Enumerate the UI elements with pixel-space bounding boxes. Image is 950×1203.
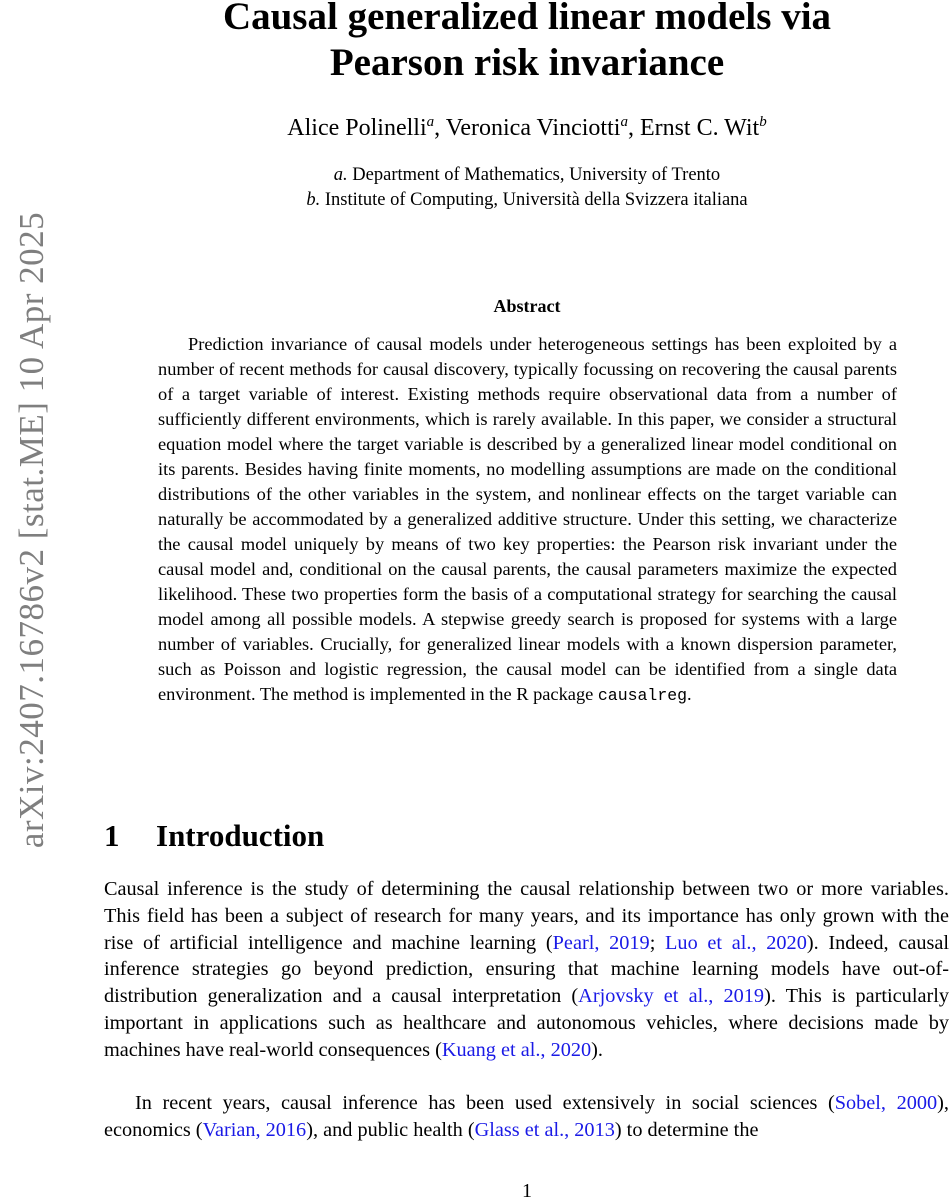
intro-paragraph-1: [104, 876, 949, 1064]
affiliation-a: [0, 165, 950, 186]
abstract-heading: Abstract: [493, 296, 561, 316]
author-name: Ernst C. Wit: [639, 115, 760, 141]
affiliation-mark: b.: [306, 190, 321, 210]
page-number: 1: [522, 1180, 532, 1202]
author-affiliation-mark: a: [620, 114, 628, 130]
intro-paragraph-2: [104, 1090, 949, 1144]
affiliation-b: [0, 190, 950, 211]
author-name: Veronica Vinciotti: [445, 115, 621, 141]
paper-title: [0, 0, 950, 86]
author-affiliation-mark: a: [426, 114, 435, 130]
author-separator: ,: [434, 115, 446, 141]
affiliation-mark: a.: [333, 165, 348, 185]
affiliation-text: Department of Mathematics, University of Trento: [347, 165, 721, 185]
citation-link[interactable]: Pearl, 2019: [552, 931, 650, 954]
package-name: causalreg: [597, 686, 688, 705]
author-name: Alice Polinelli: [287, 115, 427, 141]
citation-link[interactable]: Glass et al., 2013: [474, 1118, 615, 1141]
paragraph-text: Causal inference is the study of determining the causal relationship between two or more variables. This field has been a subject of research for many years, and its importance has only grown with the rise of artificial intelligence and machine learning (: [104, 878, 949, 954]
paragraph-text: ), economics (: [104, 1092, 949, 1141]
paragraph-text: ). Indeed, causal inference strategies go beyond prediction, ensuring that machine learning models have out-of-distribution generalization and a causal interpretation (: [104, 931, 950, 1008]
abstract-end: .: [687, 684, 692, 704]
affiliation-text: Institute of Computing, Università della Svizzera italiana: [320, 190, 748, 210]
title-line-2: Pearson risk invariance: [329, 41, 725, 84]
citation-link[interactable]: Sobel, 2000: [834, 1092, 938, 1114]
arxiv-identifier: arXiv:2407.16786v2 [stat.ME] 10 Apr 2025: [12, 211, 51, 849]
paragraph-text: In recent years, causal inference has been used extensively in social sciences (: [135, 1092, 835, 1114]
author-affiliation-mark: b: [759, 114, 767, 130]
paragraph-text: ;: [649, 931, 666, 954]
paragraph-text: ).: [591, 1038, 603, 1061]
abstract-body: [158, 332, 897, 708]
abstract-text: Prediction invariance of causal models under heterogeneous settings has been exploited by a number of recent methods for causal discovery, typically focussing on recovering the causal parents of a target variable of interest. Existing methods require observational data from a number of sufficiently different environments, which is rarely available. In this paper, we consider a structural equation model where the target variable is described by a generalized linear model conditional on its parents. Besides having finite moments, no modelling assumptions are made on the conditional distributions of the other variables in the system, and nonlinear effects on the target variable can naturally be accommodated by a generalized additive structure. Under this setting, we characterize the causal model uniquely by means of two key properties: the Pearson risk invariant under the causal model and, conditional on the causal parents, the causal parameters maximize the expected likelihood. These two properties form the basis of a computational strategy for searching the causal model among all possible models. A stepwise greedy search is proposed for systems with a large number of variables. Crucially, for generalized linear models with a known dispersion parameter, such as Poisson and logistic regression, the causal model can be identified from a single data environment. The method is implemented in the R package: [158, 334, 897, 704]
paragraph-text: ). This is particularly important in applications such as healthcare and autonomous vehicles, where decisions made by machines have real-world consequences (: [104, 985, 949, 1061]
section-title: Introduction: [156, 818, 325, 853]
citation-link[interactable]: Arjovsky et al., 2019: [578, 985, 765, 1008]
paragraph-text: ) to determine the: [614, 1118, 759, 1141]
citation-link[interactable]: Luo et al., 2020: [665, 931, 807, 954]
paragraph-text: ), and public health (: [306, 1118, 475, 1141]
citation-link[interactable]: Kuang et al., 2020: [441, 1038, 592, 1061]
citation-link[interactable]: Varian, 2016: [202, 1118, 307, 1141]
author-separator: ,: [627, 115, 640, 141]
section-heading: [104, 818, 324, 854]
section-number: 1: [104, 818, 120, 853]
author-list: [0, 114, 950, 142]
title-line-1: Causal generalized linear models via: [222, 0, 832, 38]
